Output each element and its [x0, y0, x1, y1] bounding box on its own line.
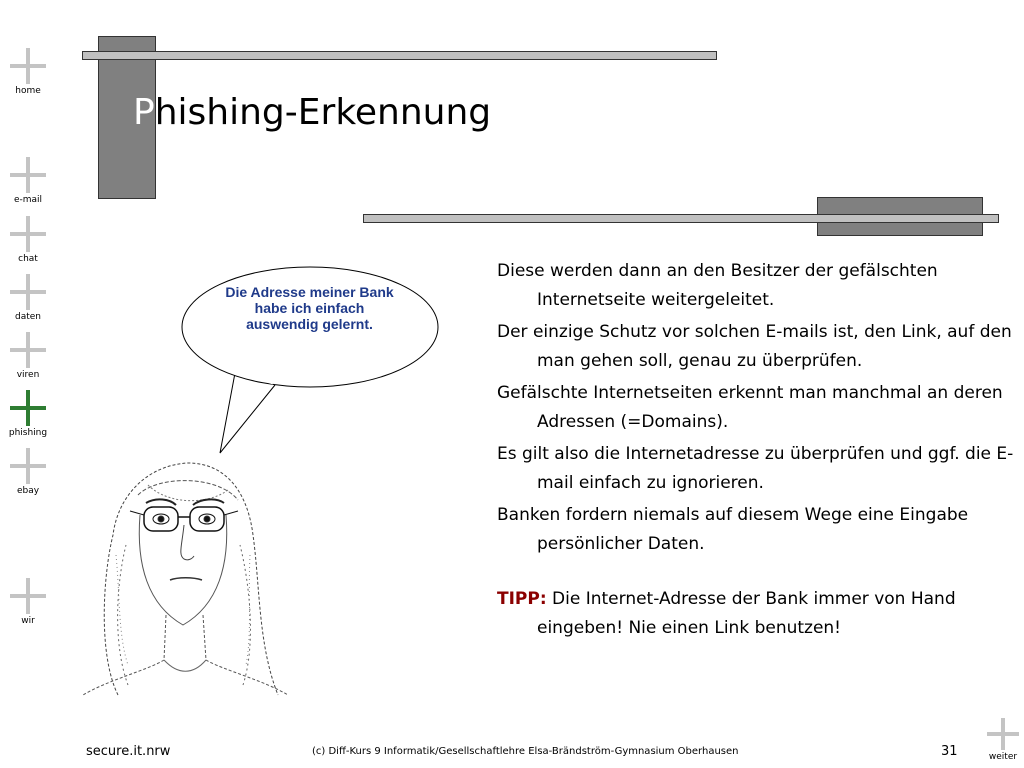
footer-site-name: secure.it.nrw — [86, 744, 171, 759]
plus-icon — [10, 48, 46, 84]
speech-bubble-text: Die Adresse meiner Bank habe ich einfach auswendig gelernt. — [225, 284, 394, 332]
nav-item-viren[interactable] — [0, 332, 56, 380]
nav-label-e-mail: e-mail — [13, 195, 43, 205]
nav-item-e-mail[interactable] — [0, 157, 56, 205]
tipp-text: Die Internet-Adresse der Bank immer von Hand eingeben! Nie einen Link benutzen! — [537, 589, 956, 638]
nav-item-phishing[interactable] — [0, 390, 56, 438]
nav-label-daten: daten — [15, 312, 41, 322]
bullet-item: Banken fordern niemals auf diesem Wege eine Eingabe persönlicher Daten. — [497, 505, 969, 554]
tipp-label: TIPP: — [497, 589, 547, 609]
nav-label-wir: wir — [21, 616, 35, 626]
page-title — [133, 92, 491, 133]
page-number: 31 — [941, 744, 958, 759]
plus-icon — [10, 578, 46, 614]
page-title-rest: hishing-Erkennung — [154, 92, 492, 133]
tipp-item — [497, 585, 1022, 643]
plus-icon — [10, 274, 46, 310]
next-slide-label: weiter — [988, 752, 1018, 762]
plus-icon — [987, 718, 1019, 750]
footer-copyright: (c) Diff-Kurs 9 Informatik/Gesellschaftlehre Elsa-Brändström-Gymnasium Oberhausen — [312, 746, 739, 757]
plus-icon — [10, 157, 46, 193]
next-slide-button[interactable] — [982, 718, 1024, 762]
decorative-bar-bottom — [363, 214, 999, 223]
nav-label-ebay: ebay — [16, 486, 40, 496]
bullet-item: Es gilt also die Internetadresse zu überprüfen und ggf. die E-mail einfach zu ignorieren. — [497, 444, 1014, 493]
nav-label-home: home — [15, 86, 41, 96]
sidebar-nav — [0, 0, 56, 768]
bullet-item: Der einzige Schutz vor solchen E-mails ist, den Link, auf den man gehen soll, genau zu überprüfen. — [497, 322, 1012, 371]
sketched-face-illustration — [78, 455, 293, 705]
page-title-first-letter: P — [133, 92, 155, 133]
nav-item-wir[interactable] — [0, 578, 56, 626]
decorative-bar-top — [82, 51, 717, 60]
nav-item-chat[interactable] — [0, 216, 56, 264]
plus-icon-active — [10, 390, 46, 426]
nav-label-viren: viren — [16, 370, 40, 380]
nav-label-chat: chat — [18, 254, 38, 264]
plus-icon — [10, 332, 46, 368]
nav-item-home[interactable] — [0, 48, 56, 96]
nav-item-ebay[interactable] — [0, 448, 56, 496]
bullet-item: Diese werden dann an den Besitzer der gefälschten Internetseite weitergeleitet. — [497, 261, 938, 310]
plus-icon — [10, 216, 46, 252]
nav-item-daten[interactable] — [0, 274, 56, 322]
nav-label-phishing: phishing — [8, 428, 48, 438]
plus-icon — [10, 448, 46, 484]
bullet-item: Gefälschte Internetseiten erkennt man manchmal an deren Adressen (=Domains). — [497, 383, 1003, 432]
bullet-content — [497, 257, 1022, 646]
